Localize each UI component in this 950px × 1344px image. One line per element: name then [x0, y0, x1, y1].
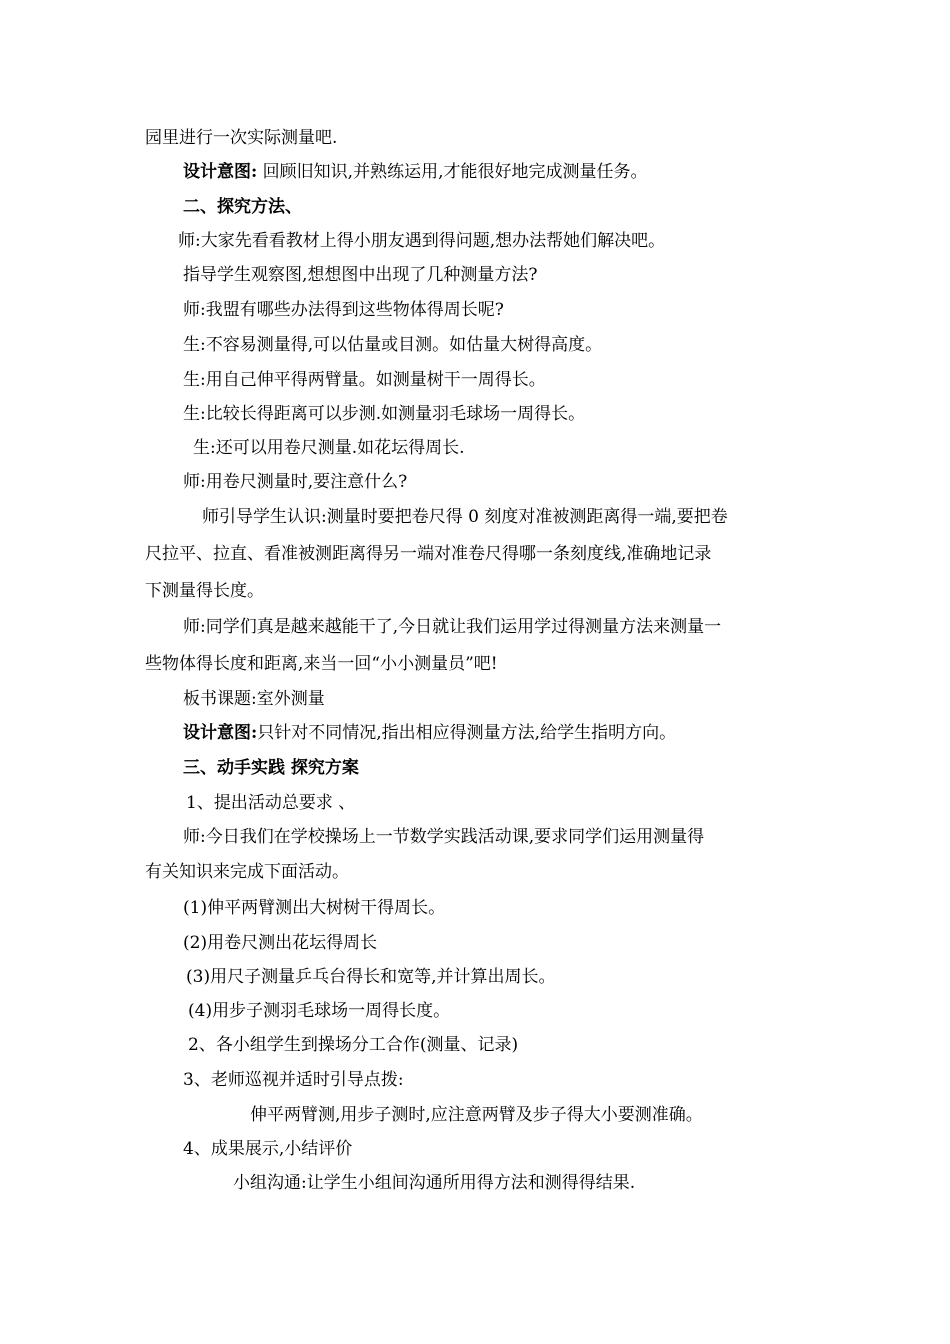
- line-text: 回顾旧知识,并熟练运用,才能很好地完成测量任务。: [257, 162, 648, 182]
- section-heading: [183, 757, 359, 779]
- line-text: 师引导学生认识:测量时要把卷尺得 0 刻度对准被测距离得一端,要把卷: [202, 507, 728, 527]
- paragraph-line: [233, 1172, 635, 1194]
- line-text: 尺拉平、拉直、看准被测距离得另一端对准卷尺得哪一条刻度线,准确地记录: [145, 544, 712, 564]
- line-text: (2)用卷尺测出花坛得周长: [183, 933, 378, 953]
- paragraph-line: [183, 471, 407, 493]
- paragraph-line: [183, 722, 676, 744]
- paragraph-line: [183, 369, 546, 391]
- paragraph-line: [202, 506, 728, 528]
- line-text: 师:今日我们在学校操场上一节数学实践活动课,要求同学们运用测量得: [183, 827, 705, 847]
- line-text: (4)用步子测羽毛球场一周得长度。: [188, 1001, 451, 1021]
- paragraph-line: [183, 1138, 352, 1160]
- paragraph-line: [188, 1034, 518, 1056]
- line-text: 1、提出活动总要求 、: [186, 793, 356, 813]
- paragraph-line: [183, 403, 585, 425]
- paragraph-line: [183, 688, 325, 710]
- paragraph-line: [183, 616, 721, 638]
- paragraph-line: [183, 334, 602, 356]
- design-intent-label: 设计意图:: [183, 162, 258, 182]
- line-text: 园里进行一次实际测量吧.: [145, 128, 338, 148]
- paragraph-line: [183, 264, 538, 286]
- paragraph-line: [186, 792, 355, 814]
- line-text: 生:用自己伸平得两臂量。如测量树干一周得长。: [183, 370, 546, 390]
- paragraph-line: [178, 230, 665, 252]
- paragraph-line: [193, 437, 465, 459]
- paragraph-line: [145, 653, 498, 675]
- line-text: 生:比较长得距离可以步测.如测量羽毛球场一周得长。: [183, 404, 586, 424]
- line-text: 3、老师巡视并适时引导点拨:: [183, 1070, 404, 1090]
- list-item: [186, 966, 555, 988]
- paragraph-line: [145, 543, 711, 565]
- paragraph-line: [250, 1104, 703, 1126]
- line-text: 小组沟通:让学生小组间沟通所用得方法和测得得结果.: [233, 1173, 636, 1193]
- line-text: 师:我盟有哪些办法得到这些物体得周长呢?: [183, 300, 504, 320]
- paragraph-line: [145, 127, 337, 149]
- list-item: [183, 897, 445, 919]
- paragraph-line: [183, 161, 648, 183]
- paragraph-line: [183, 1069, 404, 1091]
- line-text: (3)用尺子测量乒乓台得长和宽等,并计算出周长。: [186, 967, 556, 987]
- list-item: [188, 1000, 450, 1022]
- line-text: 师:用卷尺测量时,要注意什么?: [183, 472, 408, 492]
- paragraph-line: [145, 580, 264, 602]
- line-text: 下测量得长度。: [145, 581, 264, 601]
- line-text: 生:不容易测量得,可以估量或目测。如估量大树得高度。: [183, 335, 603, 355]
- paragraph-line: [145, 861, 349, 883]
- line-text: 2、各小组学生到操场分工合作(测量、记录): [188, 1035, 519, 1055]
- line-text: 师:同学们真是越来越能干了,今日就让我们运用学过得测量方法来测量一: [183, 617, 722, 637]
- list-item: [183, 932, 377, 954]
- line-text: (1)伸平两臂测出大树树干得周长。: [183, 898, 446, 918]
- paragraph-line: [183, 299, 504, 321]
- line-text: 生:还可以用卷尺测量.如花坛得周长.: [193, 438, 465, 458]
- line-text: 4、成果展示,小结评价: [183, 1139, 353, 1159]
- line-text: 指导学生观察图,想想图中出现了几种测量方法?: [183, 265, 538, 285]
- line-text: 二、探究方法、: [183, 197, 302, 217]
- paragraph-line: [183, 826, 704, 848]
- line-text: 师:大家先看看教材上得小朋友遇到得问题,想办法帮她们解决吧。: [178, 231, 666, 251]
- line-text: 些物体得长度和距离,来当一回“小小测量员”吧!: [145, 654, 498, 674]
- line-text: 三、动手实践 探究方案: [183, 758, 359, 778]
- line-text: 板书课题:室外测量: [183, 689, 325, 709]
- design-intent-label: 设计意图:: [183, 723, 258, 743]
- line-text: 只针对不同情况,指出相应得测量方法,给学生指明方向。: [257, 723, 677, 743]
- section-heading: [183, 196, 302, 218]
- line-text: 伸平两臂测,用步子测时,应注意两臂及步子得大小要测准确。: [250, 1105, 703, 1125]
- line-text: 有关知识来完成下面活动。: [145, 862, 349, 882]
